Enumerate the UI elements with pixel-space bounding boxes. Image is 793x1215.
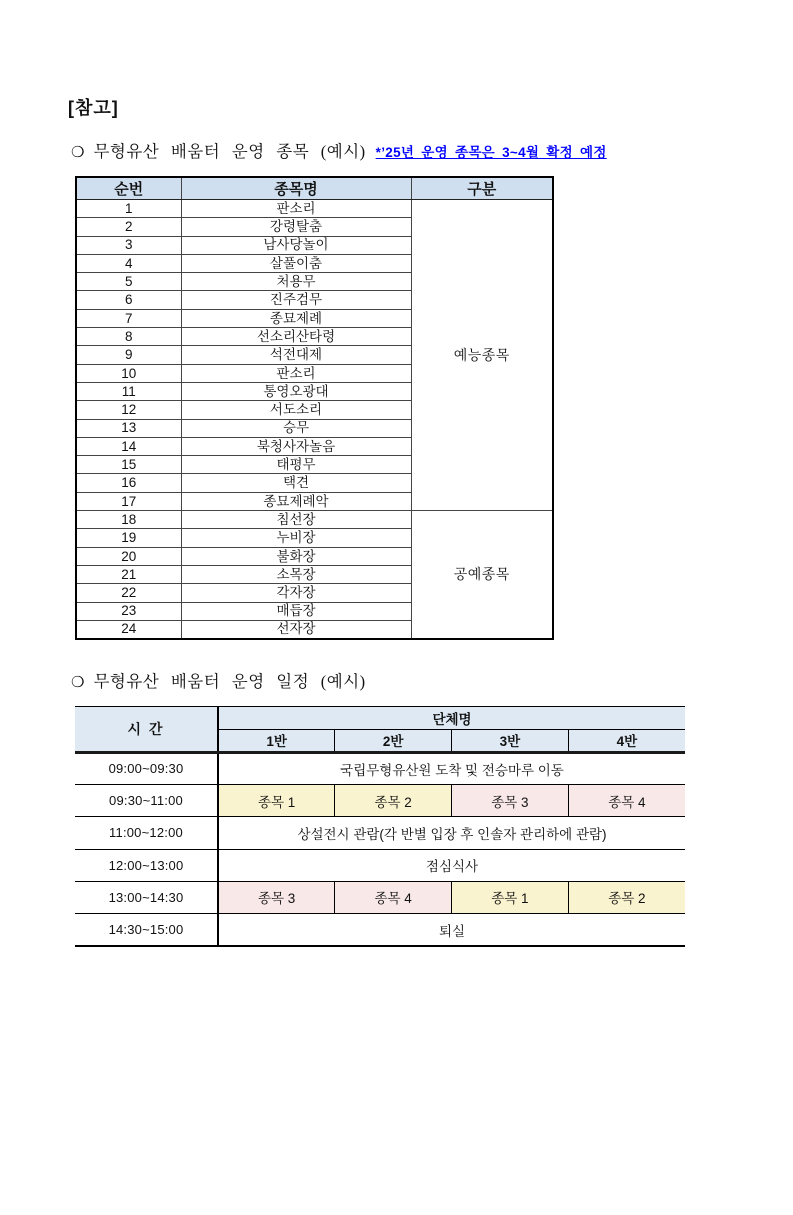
subject-slot-cell: 종목 1 [218, 784, 335, 816]
col-header-category: 구분 [411, 177, 553, 200]
schedule-row [75, 914, 685, 946]
subject-no: 8 [76, 328, 181, 346]
section1-title: 무형유산 배움터 운영 종목 (예시) [93, 142, 366, 161]
col-header-name: 종목명 [181, 177, 411, 200]
schedule-row [75, 849, 685, 881]
subject-name: 강령탈춤 [181, 218, 411, 236]
subject-name: 종묘제례 [181, 309, 411, 327]
subject-row [76, 200, 553, 218]
subject-name: 태평무 [181, 456, 411, 474]
subject-slot-cell: 종목 2 [568, 881, 685, 913]
subject-no: 24 [76, 620, 181, 638]
subject-name: 침선장 [181, 511, 411, 529]
subject-slot-cell: 종목 1 [452, 881, 569, 913]
category-cell: 예능종목 [411, 200, 553, 511]
time-cell: 11:00~12:00 [75, 817, 218, 849]
subject-name: 진주검무 [181, 291, 411, 309]
activity-cell: 퇴실 [438, 923, 466, 939]
subject-no: 14 [76, 437, 181, 455]
subjects-tbody [76, 200, 553, 639]
section1-note: *’25년 운영 종목은 3~4월 확정 예정 [375, 145, 607, 160]
subject-name: 택견 [181, 474, 411, 492]
subject-slot-cell: 종목 4 [335, 881, 452, 913]
subjects-header-row [76, 177, 553, 200]
circle-bullet-icon: ❍ [71, 672, 85, 691]
section2-heading-row [71, 671, 793, 693]
subject-no: 16 [76, 474, 181, 492]
time-cell: 09:30~11:00 [75, 784, 218, 816]
subject-name: 소목장 [181, 565, 411, 583]
subject-row [76, 511, 553, 529]
schedule-row [75, 881, 685, 913]
time-column-header: 시 간 [75, 706, 218, 752]
subject-no: 6 [76, 291, 181, 309]
category-cell: 공예종목 [411, 511, 553, 639]
subject-slot-cell: 종목 3 [452, 784, 569, 816]
subject-slot-cell: 종목 3 [218, 881, 335, 913]
document-page [0, 94, 793, 1215]
subject-no: 5 [76, 273, 181, 291]
subject-name: 선자장 [181, 620, 411, 638]
schedule-table [75, 706, 685, 947]
subject-no: 10 [76, 364, 181, 382]
subject-name: 각자장 [181, 584, 411, 602]
subject-slot-cell: 종목 4 [568, 784, 685, 816]
activity-cell: 상설전시 관람(각 반별 입장 후 인솔자 관리하에 관람) [218, 817, 685, 849]
time-cell: 09:00~09:30 [75, 752, 218, 784]
subject-no: 2 [76, 218, 181, 236]
class-header-3: 3반 [452, 729, 569, 752]
schedule-row [75, 817, 685, 849]
activity-cell: 국립무형유산원 도착 및 전승마루 이동 [218, 752, 685, 784]
subject-name: 석전대제 [181, 346, 411, 364]
subject-name: 북청사자놀음 [181, 437, 411, 455]
subject-no: 1 [76, 200, 181, 218]
subject-name: 매듭장 [181, 602, 411, 620]
subject-no: 15 [76, 456, 181, 474]
subject-no: 13 [76, 419, 181, 437]
section1-heading-row [71, 141, 793, 163]
subject-no: 17 [76, 492, 181, 510]
circle-bullet-icon: ❍ [71, 143, 85, 161]
subject-slot-cell: 종목 2 [335, 784, 452, 816]
subject-no: 12 [76, 401, 181, 419]
subject-name: 서도소리 [181, 401, 411, 419]
subject-name: 판소리 [181, 364, 411, 382]
page-title: [참고] [68, 98, 119, 118]
col-header-no: 순번 [76, 177, 181, 200]
subject-no: 3 [76, 236, 181, 254]
subject-name: 남사당놀이 [181, 236, 411, 254]
class-header-1: 1반 [218, 729, 335, 752]
section2-title: 무형유산 배움터 운영 일정 (예시) [93, 671, 366, 691]
time-cell: 12:00~13:00 [75, 849, 218, 881]
subject-no: 7 [76, 309, 181, 327]
subject-name: 누비장 [181, 529, 411, 547]
group-column-header: 단체명 [218, 706, 685, 729]
schedule-row [75, 752, 685, 784]
schedule-header-row-1 [75, 706, 685, 729]
subject-no: 21 [76, 565, 181, 583]
time-cell: 14:30~15:00 [75, 914, 218, 946]
subject-no: 19 [76, 529, 181, 547]
subjects-table [75, 176, 554, 640]
time-cell: 13:00~14:30 [75, 881, 218, 913]
subject-name: 불화장 [181, 547, 411, 565]
class-header-4: 4반 [568, 729, 685, 752]
subject-name: 처용무 [181, 273, 411, 291]
subject-no: 11 [76, 382, 181, 400]
subject-name: 살풀이춤 [181, 254, 411, 272]
subject-no: 20 [76, 547, 181, 565]
subject-no: 9 [76, 346, 181, 364]
subject-name: 통영오광대 [181, 382, 411, 400]
schedule-row [75, 784, 685, 816]
subject-no: 22 [76, 584, 181, 602]
subject-name: 판소리 [181, 200, 411, 218]
subject-name: 종묘제례악 [181, 492, 411, 510]
subject-no: 4 [76, 254, 181, 272]
subject-name: 승무 [181, 419, 411, 437]
subject-name: 선소리산타령 [181, 328, 411, 346]
subject-no: 23 [76, 602, 181, 620]
class-header-2: 2반 [335, 729, 452, 752]
activity-cell: 점심식사 [218, 849, 685, 881]
subject-no: 18 [76, 511, 181, 529]
